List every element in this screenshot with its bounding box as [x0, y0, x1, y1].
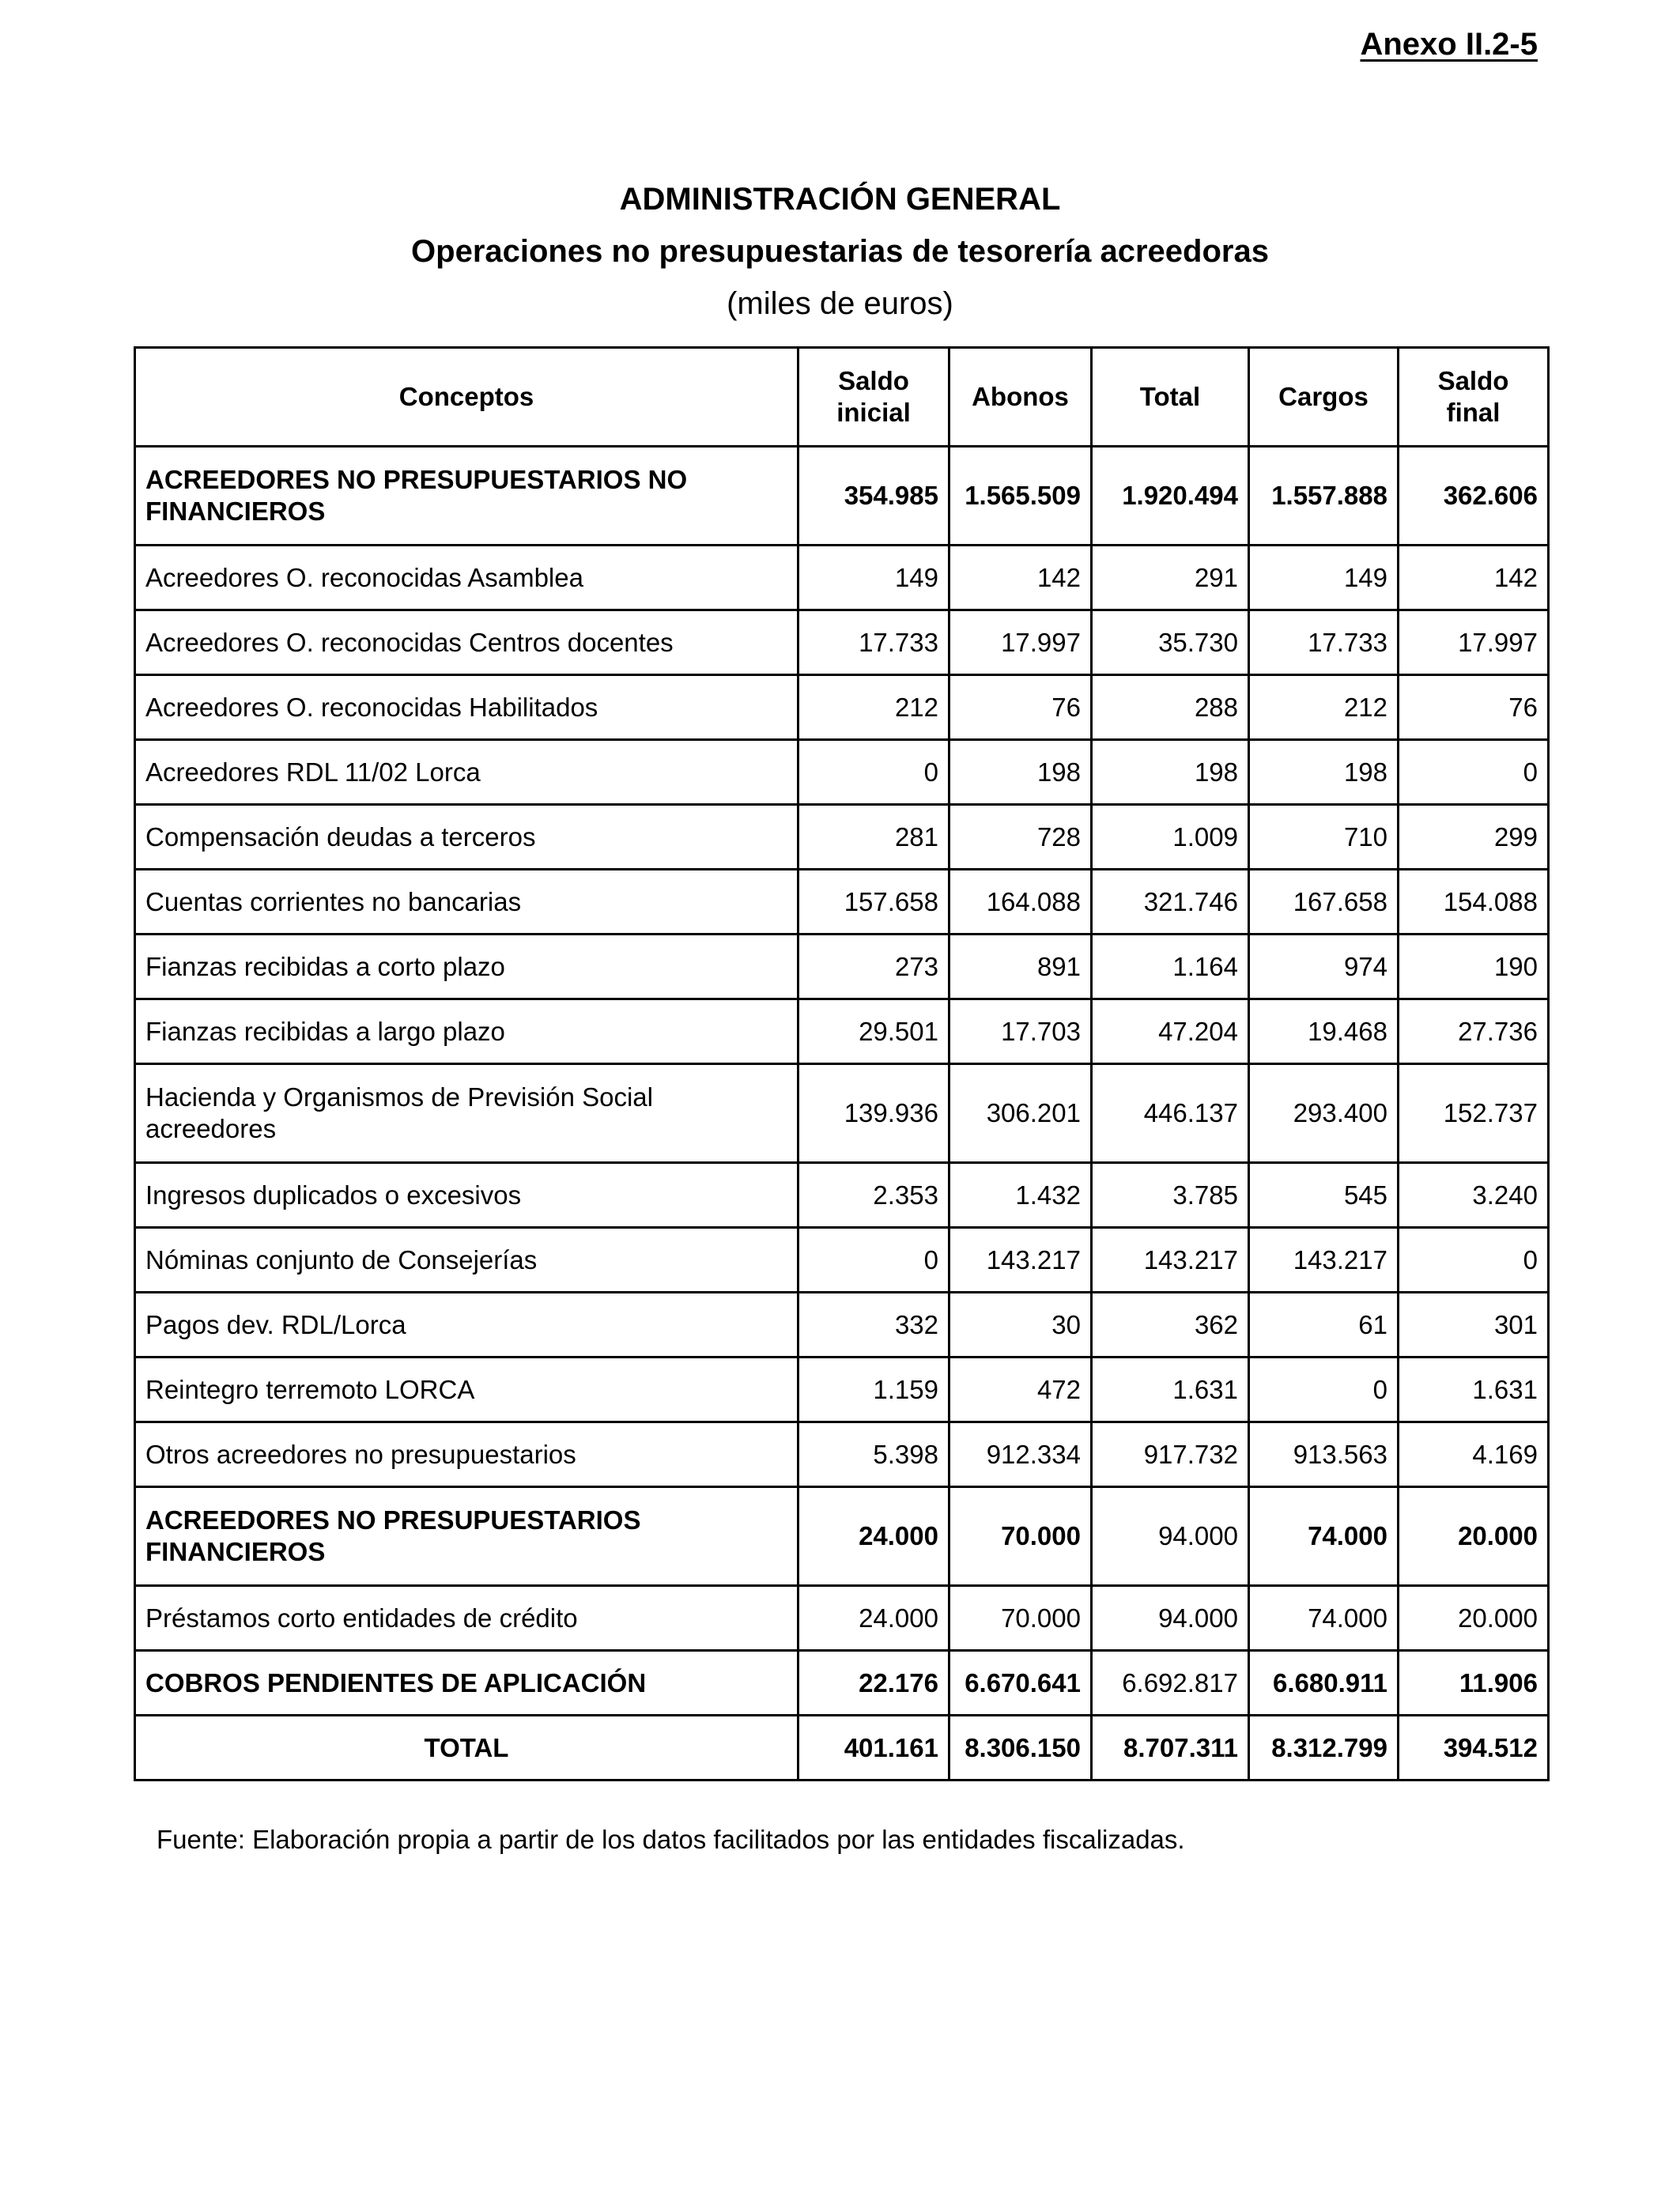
cell-saldo-final: 362.606 [1399, 447, 1549, 546]
cell-saldo-inicial: 149 [798, 546, 949, 610]
cell-cargos: 974 [1249, 935, 1399, 999]
cell-saldo-final: 142 [1399, 546, 1549, 610]
table-row [135, 935, 1549, 999]
cell-saldo-final: 299 [1399, 805, 1549, 870]
cell-saldo-final: 190 [1399, 935, 1549, 999]
row-concept: Acreedores O. reconocidas Habilitados [135, 675, 798, 740]
cell-abonos: 70.000 [949, 1487, 1092, 1586]
cell-cargos: 1.557.888 [1249, 447, 1399, 546]
cell-abonos: 6.670.641 [949, 1651, 1092, 1716]
cell-abonos: 1.565.509 [949, 447, 1092, 546]
table-row [135, 1293, 1549, 1358]
cell-cargos: 710 [1249, 805, 1399, 870]
cell-saldo-final: 20.000 [1399, 1487, 1549, 1586]
cell-cargos: 149 [1249, 546, 1399, 610]
cell-total: 47.204 [1092, 999, 1249, 1064]
table-row [135, 999, 1549, 1064]
cell-total: 198 [1092, 740, 1249, 805]
cell-saldo-final: 394.512 [1399, 1716, 1549, 1781]
cell-saldo-inicial: 332 [798, 1293, 949, 1358]
cell-saldo-inicial: 354.985 [798, 447, 949, 546]
table-row [135, 1358, 1549, 1422]
cell-saldo-final: 154.088 [1399, 870, 1549, 935]
cell-abonos: 472 [949, 1358, 1092, 1422]
cell-saldo-inicial: 1.159 [798, 1358, 949, 1422]
cell-saldo-final: 301 [1399, 1293, 1549, 1358]
header-saldo-inicial: Saldo inicial [798, 348, 949, 447]
cell-saldo-final: 4.169 [1399, 1422, 1549, 1487]
cell-abonos: 143.217 [949, 1228, 1092, 1293]
table-row [135, 870, 1549, 935]
operations-table [134, 346, 1550, 1781]
table-row [135, 1064, 1549, 1163]
cell-total: 288 [1092, 675, 1249, 740]
table-row [135, 447, 1549, 546]
row-concept: TOTAL [135, 1716, 798, 1781]
cell-saldo-inicial: 273 [798, 935, 949, 999]
cell-saldo-inicial: 24.000 [798, 1487, 949, 1586]
cell-total: 321.746 [1092, 870, 1249, 935]
header-conceptos: Conceptos [135, 348, 798, 447]
cell-total: 362 [1092, 1293, 1249, 1358]
cell-cargos: 0 [1249, 1358, 1399, 1422]
cell-abonos: 728 [949, 805, 1092, 870]
row-concept: Pagos dev. RDL/Lorca [135, 1293, 798, 1358]
cell-abonos: 17.703 [949, 999, 1092, 1064]
cell-saldo-final: 20.000 [1399, 1586, 1549, 1651]
cell-cargos: 545 [1249, 1163, 1399, 1228]
table-row [135, 740, 1549, 805]
cell-saldo-final: 17.997 [1399, 610, 1549, 675]
cell-cargos: 17.733 [1249, 610, 1399, 675]
header-total: Total [1092, 348, 1249, 447]
header-abonos: Abonos [949, 348, 1092, 447]
table-header-row [135, 348, 1549, 447]
annex-label: Anexo II.2-5 [1360, 27, 1538, 62]
cell-abonos: 142 [949, 546, 1092, 610]
cell-saldo-inicial: 139.936 [798, 1064, 949, 1163]
cell-total: 1.920.494 [1092, 447, 1249, 546]
cell-saldo-inicial: 29.501 [798, 999, 949, 1064]
cell-abonos: 306.201 [949, 1064, 1092, 1163]
cell-total: 1.164 [1092, 935, 1249, 999]
cell-cargos: 19.468 [1249, 999, 1399, 1064]
cell-saldo-inicial: 212 [798, 675, 949, 740]
cell-total: 291 [1092, 546, 1249, 610]
row-concept: Acreedores RDL 11/02 Lorca [135, 740, 798, 805]
cell-cargos: 293.400 [1249, 1064, 1399, 1163]
cell-cargos: 143.217 [1249, 1228, 1399, 1293]
row-concept: Cuentas corrientes no bancarias [135, 870, 798, 935]
header-cargos: Cargos [1249, 348, 1399, 447]
cell-saldo-final: 1.631 [1399, 1358, 1549, 1422]
cell-total: 3.785 [1092, 1163, 1249, 1228]
page-subtitle: Operaciones no presupuestarias de tesorería acreedoras [411, 234, 1269, 269]
cell-abonos: 76 [949, 675, 1092, 740]
row-concept: ACREEDORES NO PRESUPUESTARIOS NO FINANCIEROS [135, 447, 798, 546]
cell-abonos: 164.088 [949, 870, 1092, 935]
cell-saldo-final: 76 [1399, 675, 1549, 740]
table-row [135, 805, 1549, 870]
cell-abonos: 8.306.150 [949, 1716, 1092, 1781]
cell-abonos: 891 [949, 935, 1092, 999]
cell-total: 94.000 [1092, 1586, 1249, 1651]
table-row [135, 1422, 1549, 1487]
total-row [135, 1716, 1549, 1781]
cell-total: 143.217 [1092, 1228, 1249, 1293]
table-row [135, 1487, 1549, 1586]
cell-saldo-final: 27.736 [1399, 999, 1549, 1064]
cell-total: 1.631 [1092, 1358, 1249, 1422]
row-concept: Préstamos corto entidades de crédito [135, 1586, 798, 1651]
header-saldo-final: Saldo final [1399, 348, 1549, 447]
cell-total: 94.000 [1092, 1487, 1249, 1586]
cell-abonos: 70.000 [949, 1586, 1092, 1651]
row-concept: Fianzas recibidas a corto plazo [135, 935, 798, 999]
cell-saldo-inicial: 0 [798, 1228, 949, 1293]
row-concept: COBROS PENDIENTES DE APLICACIÓN [135, 1651, 798, 1716]
table-row [135, 1228, 1549, 1293]
table-row [135, 610, 1549, 675]
page-title: ADMINISTRACIÓN GENERAL [619, 182, 1061, 217]
source-note: Fuente: Elaboración propia a partir de los datos facilitados por las entidades fiscalizadas. [157, 1825, 1185, 1854]
row-concept: Ingresos duplicados o excesivos [135, 1163, 798, 1228]
cell-total: 6.692.817 [1092, 1651, 1249, 1716]
cell-saldo-inicial: 401.161 [798, 1716, 949, 1781]
units-note: (miles de euros) [727, 286, 953, 321]
row-concept: Nóminas conjunto de Consejerías [135, 1228, 798, 1293]
row-concept: Fianzas recibidas a largo plazo [135, 999, 798, 1064]
cell-cargos: 167.658 [1249, 870, 1399, 935]
row-concept: Otros acreedores no presupuestarios [135, 1422, 798, 1487]
cell-abonos: 198 [949, 740, 1092, 805]
cell-cargos: 74.000 [1249, 1586, 1399, 1651]
cell-saldo-inicial: 281 [798, 805, 949, 870]
cell-saldo-final: 0 [1399, 1228, 1549, 1293]
cell-cargos: 74.000 [1249, 1487, 1399, 1586]
cell-abonos: 30 [949, 1293, 1092, 1358]
row-concept: Reintegro terremoto LORCA [135, 1358, 798, 1422]
row-concept: Hacienda y Organismos de Previsión Social acreedores [135, 1064, 798, 1163]
cell-saldo-inicial: 157.658 [798, 870, 949, 935]
cell-cargos: 6.680.911 [1249, 1651, 1399, 1716]
table-row [135, 1651, 1549, 1716]
cell-saldo-inicial: 22.176 [798, 1651, 949, 1716]
cell-abonos: 17.997 [949, 610, 1092, 675]
cell-saldo-inicial: 24.000 [798, 1586, 949, 1651]
cell-cargos: 61 [1249, 1293, 1399, 1358]
cell-saldo-inicial: 17.733 [798, 610, 949, 675]
row-concept: ACREEDORES NO PRESUPUESTARIOS FINANCIEROS [135, 1487, 798, 1586]
cell-saldo-inicial: 2.353 [798, 1163, 949, 1228]
row-concept: Compensación deudas a terceros [135, 805, 798, 870]
cell-saldo-final: 0 [1399, 740, 1549, 805]
cell-abonos: 1.432 [949, 1163, 1092, 1228]
cell-cargos: 913.563 [1249, 1422, 1399, 1487]
table-row [135, 1163, 1549, 1228]
cell-saldo-final: 152.737 [1399, 1064, 1549, 1163]
cell-total: 446.137 [1092, 1064, 1249, 1163]
table-row [135, 546, 1549, 610]
cell-saldo-inicial: 5.398 [798, 1422, 949, 1487]
cell-cargos: 198 [1249, 740, 1399, 805]
cell-cargos: 8.312.799 [1249, 1716, 1399, 1781]
table-row [135, 1586, 1549, 1651]
cell-cargos: 212 [1249, 675, 1399, 740]
cell-total: 1.009 [1092, 805, 1249, 870]
cell-abonos: 912.334 [949, 1422, 1092, 1487]
cell-total: 35.730 [1092, 610, 1249, 675]
row-concept: Acreedores O. reconocidas Asamblea [135, 546, 798, 610]
table-row [135, 675, 1549, 740]
cell-total: 8.707.311 [1092, 1716, 1249, 1781]
row-concept: Acreedores O. reconocidas Centros docentes [135, 610, 798, 675]
cell-total: 917.732 [1092, 1422, 1249, 1487]
cell-saldo-final: 11.906 [1399, 1651, 1549, 1716]
cell-saldo-final: 3.240 [1399, 1163, 1549, 1228]
cell-saldo-inicial: 0 [798, 740, 949, 805]
